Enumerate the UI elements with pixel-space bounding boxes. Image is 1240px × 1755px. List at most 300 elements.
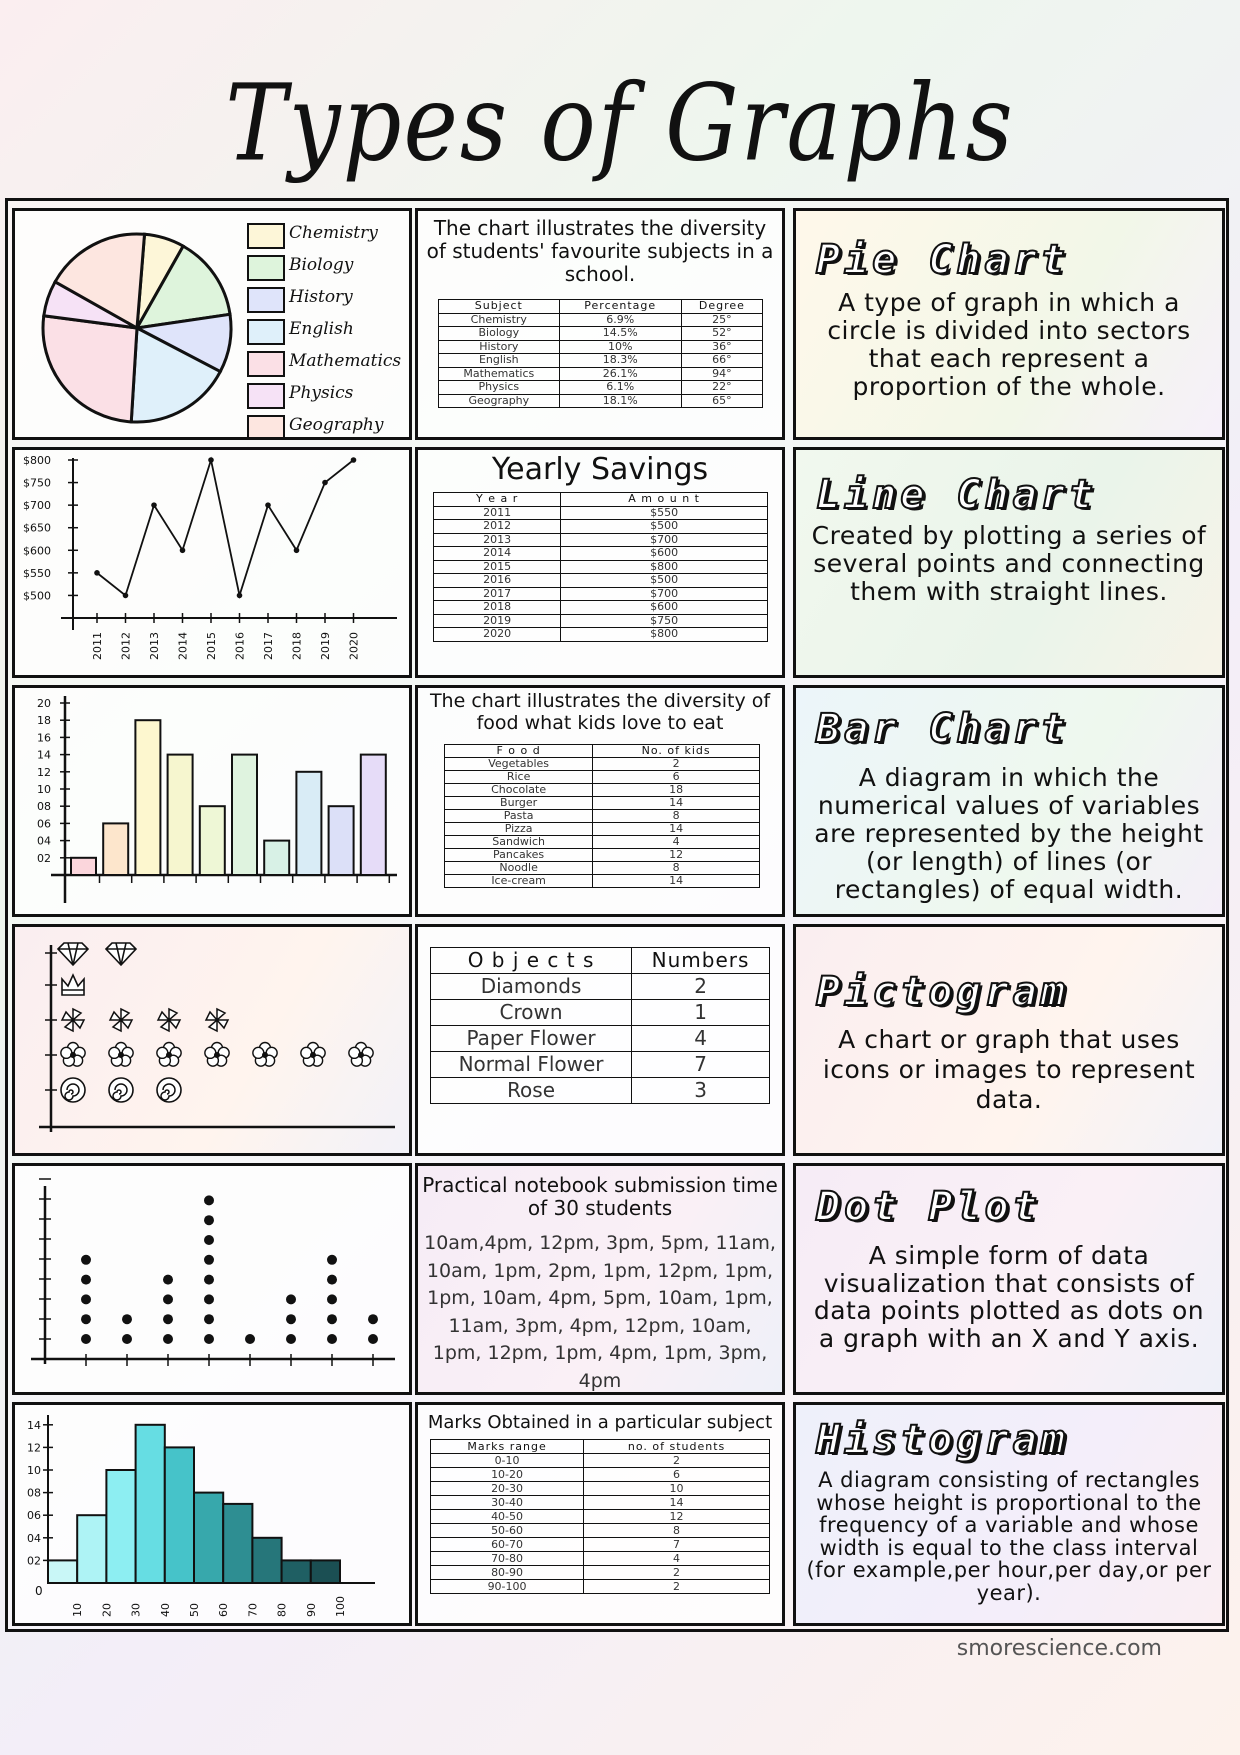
bar-data-table [444,744,760,888]
table-cell: 14 [593,797,760,810]
table-cell: 18 [593,784,760,797]
table-cell: 2 [584,1566,770,1580]
table-cell: 26.1% [559,367,681,381]
line-point [123,593,129,599]
bar-chart-description: A diagram in which the numerical values of variables are represented by the height (or length) of lines (or rectangles) of equal width. [814,763,1204,904]
x-tick-label: 30 [129,1603,143,1617]
y-tick-label: 18 [37,714,51,728]
y-tick-label: 04 [37,834,51,848]
dot-point [204,1314,214,1324]
y-tick-label: $750 [23,476,51,490]
table-header-row [431,1440,770,1454]
bar-burger [168,755,193,875]
dot-point [163,1314,173,1324]
histogram-bar-10-20 [77,1515,106,1583]
table-cell: Sandwich [445,836,593,849]
table-cell: 10 [584,1482,770,1496]
flower-icon [205,1043,229,1067]
table-cell: Biology [439,327,560,341]
table-row [439,394,763,408]
table-cell: 40-50 [431,1510,584,1524]
dot-data-panel [415,1163,785,1395]
x-tick-label: 20 [100,1603,114,1617]
y-tick-label: 10 [27,1464,41,1477]
histogram-bar-0-10 [48,1560,77,1583]
histogram-panel [12,1402,412,1626]
table-cell: 10-20 [431,1468,584,1482]
line-info-panel [793,447,1225,678]
table-cell: Noodle [445,862,593,875]
table-cell: 2016 [434,574,561,588]
line-series [97,460,354,595]
table-row [439,367,763,381]
x-tick-label: 2014 [176,632,190,660]
histogram-bar-30-40 [136,1425,165,1583]
table-cell: 12 [584,1510,770,1524]
table-cell: $500 [561,574,768,588]
flower-center [358,1052,364,1058]
table-cell: 65° [681,394,762,408]
y-tick-label: 12 [27,1441,41,1455]
flower-center [118,1052,124,1058]
x-tick-label: 50 [188,1603,201,1617]
table-row [445,797,760,810]
histogram-chart [15,1405,409,1623]
line-point [322,480,328,486]
dot-point [327,1314,337,1324]
table-cell: 6 [593,771,760,784]
table-cell: 80-90 [431,1566,584,1580]
table-cell: 50-60 [431,1524,584,1538]
dot-point [327,1294,337,1304]
table-row [439,381,763,395]
line-chart-description: Created by plotting a series of several points and connecting them with straight lines. [811,521,1207,606]
y-tick-label: 16 [37,731,51,745]
table-cell: 14 [584,1496,770,1510]
rose-icon [109,1078,133,1102]
dot-point [163,1275,173,1285]
table-row [434,533,768,547]
rose-icon [157,1078,181,1102]
table-header-row [431,948,770,974]
table-cell: 1 [632,1000,770,1026]
pie-chart-panel [12,208,412,440]
y-tick-label: $700 [23,499,51,513]
table-cell: 25° [681,313,762,327]
table-cell: Diamonds [431,974,632,1000]
table-header-cell: O b j e c t s [431,948,632,974]
flower-center [166,1052,172,1058]
x-tick-label: 2017 [262,632,275,660]
table-cell: $550 [561,506,768,520]
table-row [434,547,768,561]
hist-caption: Marks Obtained in a particular subject [427,1412,773,1433]
table-cell: Vegetables [445,758,593,771]
table-row [431,1482,770,1496]
table-row [434,587,768,601]
table-cell: Geography [439,394,560,408]
table-row [445,836,760,849]
table-cell: 4 [593,836,760,849]
table-cell: 6.9% [559,313,681,327]
legend-label: English [289,319,354,339]
table-cell: History [439,340,560,354]
dot-point [245,1334,255,1344]
legend-label: History [289,287,353,307]
pie-data-panel [415,208,785,440]
pie-chart-description: A type of graph in which a circle is divided into sectors that each represent a proportion of the whole. [827,288,1191,401]
y-tick-label: 20 [37,697,51,710]
table-cell: 8 [593,810,760,823]
table-cell: 2011 [434,506,561,520]
table-cell: 0-10 [431,1454,584,1468]
table-row [431,1454,770,1468]
histogram-bar-40-50 [165,1447,194,1583]
flower-center [214,1052,220,1058]
table-cell: $800 [561,560,768,574]
flower-center [310,1052,316,1058]
table-cell: 2014 [434,547,561,561]
flower-icon [157,1043,181,1067]
table-row [431,1000,770,1026]
y-tick-label: $500 [23,589,51,603]
table-cell: $600 [561,547,768,561]
table-cell: Ice-cream [445,875,593,888]
table-row [434,574,768,588]
histogram-bar-90-100 [311,1560,340,1583]
flower-icon [349,1043,373,1067]
pictogram-data-panel [415,924,785,1156]
hist-data-panel [415,1402,785,1626]
table-cell: Pancakes [445,849,593,862]
dot-point [204,1235,214,1245]
x-tick-label: 70 [246,1603,260,1617]
dot-point [327,1255,337,1265]
y-tick-label: 04 [27,1531,41,1545]
y-tick-label: 08 [27,1486,41,1500]
crown-icon [62,975,84,995]
diamond-icon [58,943,88,965]
table-header-cell: Percentage [559,300,681,314]
histogram-heading: Histogram [816,1417,1069,1463]
table-header-row [434,493,768,507]
table-cell: 8 [584,1524,770,1538]
table-cell: Rice [445,771,593,784]
line-point [94,570,100,576]
table-cell: 12 [593,849,760,862]
table-cell: Mathematics [439,367,560,381]
dot-point [204,1255,214,1265]
table-row [434,628,768,642]
line-chart [15,450,409,675]
x-tick-label: 2011 [91,632,104,660]
bar-info-panel [793,685,1225,917]
pinwheel-icon [62,1009,84,1031]
dot-info-panel [793,1163,1225,1395]
line-chart-panel [12,447,412,678]
x-tick-label: 90 [304,1603,318,1617]
y-tick-label: 10 [37,783,51,796]
dot-point [286,1334,296,1344]
legend-swatch [247,287,285,313]
histogram-description: A diagram consisting of rectangles whose height is proportional to the frequency of a variable and whose width is equal to the class interval (for example,per hour,per day,or per year). [806,1468,1212,1605]
dot-plot-description: A simple form of data visualization that consists of data points plotted as dots on a graph with an X and Y axis. [813,1241,1205,1353]
table-row [431,1566,770,1580]
table-cell: Chocolate [445,784,593,797]
legend-swatch [247,383,285,409]
y-tick-label: 14 [27,1418,41,1432]
x-tick-label: 2015 [205,632,218,660]
legend-label: Biology [289,255,354,275]
table-row [434,614,768,628]
table-cell: 14 [593,875,760,888]
table-row [431,1524,770,1538]
table-cell: Burger [445,797,593,810]
pie-slice-mathematics [43,316,137,422]
table-cell: 2015 [434,560,561,574]
line-point [265,502,271,508]
legend-label: Chemistry [289,223,378,243]
table-cell: 22° [681,381,762,395]
legend-label: Mathematics [289,351,402,371]
y-tick-label: $600 [23,544,51,558]
bar-pizza [232,755,257,875]
line-point [351,457,357,463]
dot-point [204,1275,214,1285]
table-row [445,810,760,823]
histogram-bar-50-60 [194,1493,223,1583]
pie-info-panel [793,208,1225,440]
table-cell: 6.1% [559,381,681,395]
table-cell: 2 [584,1454,770,1468]
x-tick-label: 60 [217,1603,231,1617]
table-cell: 52° [681,327,762,341]
pictogram-chart [15,927,409,1153]
table-cell: $500 [561,520,768,534]
bar-chart-panel [12,685,412,917]
table-header-cell: no. of students [584,1440,770,1454]
table-row [434,520,768,534]
pictogram-panel [12,924,412,1156]
table-header-cell: Y e a r [434,493,561,507]
line-point [237,593,243,599]
table-row [439,354,763,368]
bar-noodle [329,806,354,875]
line-point [294,547,300,553]
table-row [431,1468,770,1482]
table-cell: 4 [632,1026,770,1052]
table-header-row [445,745,760,758]
bar-chart-heading: Bar Chart [816,706,1069,752]
table-cell: Paper Flower [431,1026,632,1052]
flower-icon [301,1043,325,1067]
table-cell: Pizza [445,823,593,836]
table-cell: Physics [439,381,560,395]
dot-point [81,1294,91,1304]
dot-point [122,1314,132,1324]
pictogram-data-table [430,947,770,1104]
dot-plot-heading: Dot Plot [816,1184,1041,1230]
table-header-cell: A m o u n t [561,493,768,507]
table-row [431,1580,770,1594]
line-caption: Yearly Savings [491,452,709,487]
petal [157,1047,168,1058]
dot-point [286,1314,296,1324]
table-header-cell: Marks range [431,1440,584,1454]
table-header-cell: Subject [439,300,560,314]
pictogram-description: A chart or graph that uses icons or images to represent data. [822,1025,1196,1114]
dot-plot-chart [15,1166,409,1392]
table-cell: 8 [593,862,760,875]
table-row [431,1552,770,1566]
dot-point [368,1314,378,1324]
dot-caption: Practical notebook submission time of 30 students [422,1173,778,1220]
petal [253,1047,264,1058]
line-point [180,547,186,553]
table-cell: 10% [559,340,681,354]
flower-center [70,1052,76,1058]
pie-chart-heading: Pie Chart [816,237,1069,283]
line-data-panel [415,447,785,678]
table-row [439,327,763,341]
table-cell: 4 [584,1552,770,1566]
legend-swatch [247,255,285,281]
table-cell: 2020 [434,628,561,642]
y-tick-label: 06 [27,1509,41,1523]
table-header-cell: Degree [681,300,762,314]
pictogram-info-panel [793,924,1225,1156]
x-tick-label: 80 [275,1603,289,1617]
table-row [445,849,760,862]
table-cell: 2017 [434,587,561,601]
y-tick-label: $550 [23,566,51,580]
legend-swatch [247,415,285,440]
table-cell: 7 [584,1538,770,1552]
hist-data-table [430,1439,770,1594]
legend-label: Physics [289,383,354,403]
bar-caption: The chart illustrates the diversity of food what kids love to eat [429,690,771,734]
y-tick-label: 12 [37,765,51,779]
table-cell: 2 [632,974,770,1000]
petal [349,1047,360,1058]
table-cell: 2018 [434,601,561,615]
table-cell: 2 [593,758,760,771]
petal [61,1047,72,1058]
table-row [431,1496,770,1510]
pinwheel-icon [110,1009,132,1031]
x-tick-label: 40 [158,1603,172,1617]
table-cell: 3 [632,1078,770,1104]
flower-center [262,1052,268,1058]
bar-pancakes [296,772,321,875]
bar-vegetables [71,858,96,875]
legend-label: Geography [289,415,384,435]
table-cell: 2012 [434,520,561,534]
table-cell: English [439,354,560,368]
dot-times-text: 10am,4pm, 12pm, 3pm, 5pm, 11am, 10am, 1pm, 2pm, 1pm, 12pm, 1pm, 1pm, 10am, 4pm, 5pm, 10am, 1pm, 11am, 3pm, 4pm, 12pm, 10am, 1pm, 12pm, 1pm, 4pm, 1pm, 3pm, 4pm [424,1232,776,1392]
x-tick-label: 0 [35,1584,43,1598]
table-cell: 2 [584,1580,770,1594]
table-header-cell: Numbers [632,948,770,974]
bar-sandwich [264,841,289,875]
dot-point [204,1215,214,1225]
rose-icon [61,1078,85,1102]
x-tick-label: 2016 [233,632,247,660]
table-cell: 90-100 [431,1580,584,1594]
hist-info-panel [793,1402,1225,1626]
bar-data-panel [415,685,785,917]
table-cell: 18.1% [559,394,681,408]
table-row [445,862,760,875]
x-tick-label: 2012 [119,632,133,660]
table-cell: Chemistry [439,313,560,327]
pie-data-table [438,299,763,408]
dot-point [327,1275,337,1285]
dot-point [122,1334,132,1344]
y-tick-label: 02 [27,1554,41,1568]
petal [109,1047,120,1058]
histogram-bar-70-80 [252,1538,281,1583]
table-cell: 66° [681,354,762,368]
table-cell: 2019 [434,614,561,628]
bar-chocolate [135,720,160,875]
table-row [439,313,763,327]
dot-point [81,1334,91,1344]
dot-plot-panel [12,1163,412,1395]
dot-point [368,1334,378,1344]
flower-icon [109,1043,133,1067]
dot-point [286,1294,296,1304]
dot-point [204,1334,214,1344]
dot-point [204,1195,214,1205]
table-row [445,875,760,888]
dot-point [81,1255,91,1265]
flower-icon [253,1043,277,1067]
diamond-icon [106,943,136,965]
table-row [445,758,760,771]
table-cell: 36° [681,340,762,354]
legend-swatch [247,223,285,249]
table-cell: 14.5% [559,327,681,341]
bar-ice-cream [361,755,386,875]
table-cell: 7 [632,1052,770,1078]
table-cell: $600 [561,601,768,615]
table-cell: $700 [561,533,768,547]
x-tick-label: 2018 [290,632,304,660]
table-header-row [439,300,763,314]
line-point [151,502,157,508]
y-tick-label: $800 [23,454,51,467]
legend-swatch [247,319,285,345]
table-cell: Pasta [445,810,593,823]
table-row [434,560,768,574]
table-cell: $800 [561,628,768,642]
table-row [431,1538,770,1552]
table-row [434,506,768,520]
y-tick-label: $650 [23,521,51,535]
x-tick-label: 2013 [148,632,161,660]
flower-icon [61,1043,85,1067]
pinwheel-icon [158,1009,180,1031]
line-point [208,457,214,463]
y-tick-label: 02 [37,851,51,865]
table-cell: $750 [561,614,768,628]
table-cell: 94° [681,367,762,381]
table-cell: 30-40 [431,1496,584,1510]
table-row [431,1026,770,1052]
dot-point [327,1334,337,1344]
credit-text: smorescience.com [956,1636,1162,1661]
